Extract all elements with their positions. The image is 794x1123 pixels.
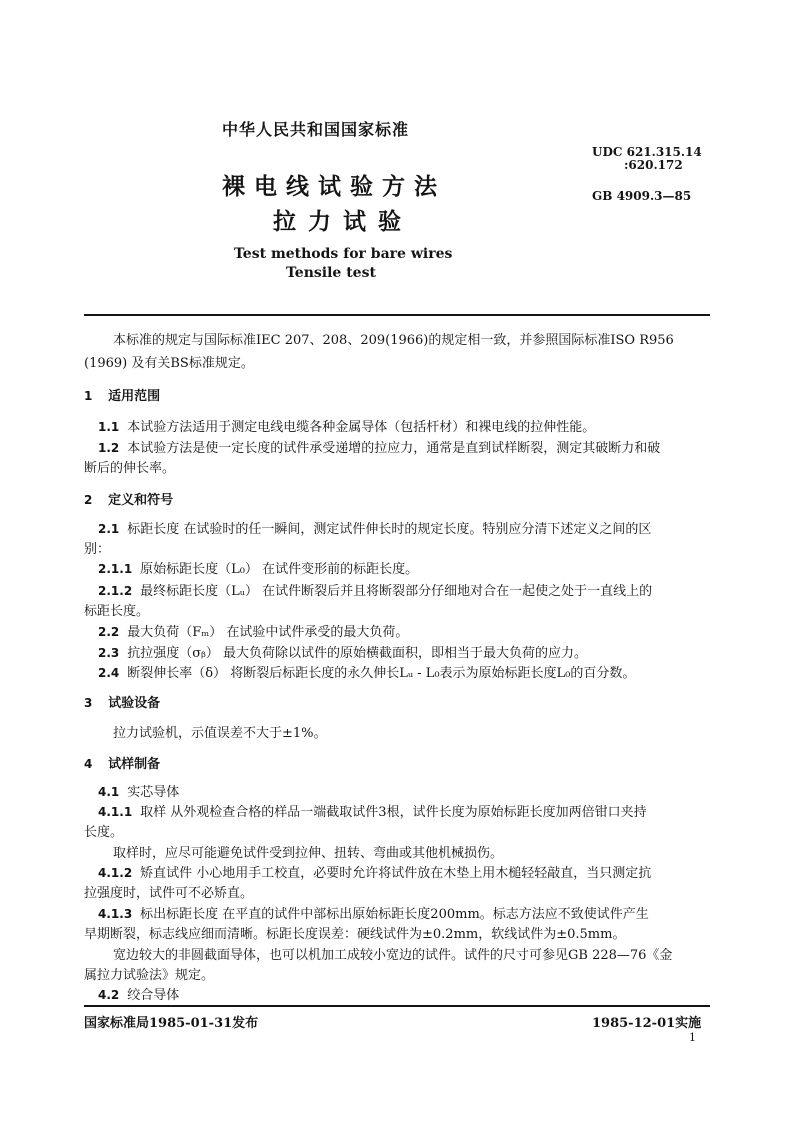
- clause-1-1: [98, 416, 595, 435]
- clause-4-1-1-continued: 长度。: [84, 825, 124, 840]
- clause-text: 最终标距长度（Lᵤ） 在试件断裂后并且将断裂部分仔细地对合在一起使之处于一直线上的: [140, 584, 653, 599]
- clause-2-1-2-continued: 标距长度。: [84, 604, 150, 619]
- clause-4-1-2-continued: 拉强度时，试件可不必矫直。: [84, 886, 254, 901]
- clause-number: 1.1: [98, 420, 120, 434]
- clause-4-1-3: [98, 903, 649, 922]
- clause-4-1: [98, 781, 179, 800]
- gb-standard-number: GB 4909.3—85: [592, 189, 692, 203]
- clause-number: 1.2: [98, 441, 120, 455]
- clause-2-1-1: [98, 558, 418, 577]
- document-title-en: Test methods for bare wires: [234, 246, 453, 262]
- udc-code-continued: :620.172: [624, 158, 683, 172]
- clause-2-4: [98, 662, 635, 681]
- section-4-heading: [84, 753, 160, 772]
- document-subtitle-cn: 拉力试验: [273, 208, 413, 235]
- document-subtitle-en: Tensile test: [286, 265, 376, 281]
- document-title-cn: 裸电线试验方法: [222, 173, 446, 200]
- clause-text: 本试验方法适用于测定电线电缆各种金属导体（包括杆材）和裸电线的拉伸性能。: [127, 420, 596, 435]
- clause-4-1-3-continued: 早期断裂，标志线应细而清晰。标距长度误差：硬线试件为±0.2mm，软线试件为±0.5mm。: [84, 927, 626, 942]
- section-2-heading: [84, 489, 173, 508]
- clause-number: 2.1.1: [98, 562, 133, 576]
- intro-line-2: (1969) 及有关BS标准规定。: [84, 356, 254, 371]
- section-number: 3: [84, 696, 93, 710]
- clause-text: 本试验方法是使一定长度的试件承受递增的拉应力，通常是直到试样断裂，测定其破断力和破: [127, 441, 661, 456]
- issue-date: 国家标准局1985-01-31发布: [84, 1016, 259, 1031]
- clause-text: 原始标距长度（L₀） 在试件变形前的标距长度。: [140, 562, 419, 577]
- section-number: 2: [84, 493, 93, 507]
- clause-text: 最大负荷（Fₘ） 在试验中试件承受的最大负荷。: [127, 625, 409, 640]
- clause-text: 标出标距长度 在平直的试件中部标出原始标距长度200mm。标志方法应不致使试件产生: [140, 907, 649, 922]
- udc-code: UDC 621.315.14: [592, 145, 702, 159]
- clause-text: 抗拉强度（σᵦ） 最大负荷除以试件的原始横截面积，即相当于最大负荷的应力。: [127, 646, 588, 661]
- page-number: 1: [689, 1031, 696, 1044]
- clause-2-3: [98, 642, 587, 661]
- clause-2-1-2: [98, 580, 652, 599]
- clause-4-1-1-note: 取样时，应尽可能避免试件受到拉伸、扭转、弯曲或其他机械损伤。: [113, 846, 504, 861]
- clause-number: 2.4: [98, 666, 120, 680]
- clause-1-2-continued: 断后的伸长率。: [84, 461, 176, 476]
- clause-4-1-3-note: 宽边较大的非圆截面导体，也可以机加工成较小宽边的试件。试件的尺寸可参见GB 228—76《金: [113, 948, 673, 963]
- clause-text: 标距长度 在试验时的任一瞬间，测定试件伸长时的规定长度。特别应分清下述定义之间的区: [127, 522, 652, 537]
- clause-number: 4.1.3: [98, 907, 133, 921]
- clause-4-1-3-note-continued: 属拉力试验法》规定。: [84, 968, 215, 983]
- clause-number: 2.1.2: [98, 584, 133, 598]
- clause-number: 2.1: [98, 522, 120, 536]
- footer-divider: [84, 1005, 710, 1007]
- clause-number: 4.1.1: [98, 805, 133, 819]
- clause-number: 2.2: [98, 625, 120, 639]
- clause-text: 矫直试件 小心地用手工校直，必要时允许将试件放在木垫上用木槌轻轻敲直，当只测定抗: [140, 866, 652, 881]
- clause-text: 断裂伸长率（δ） 将断裂后标距长度的永久伸长Lᵤ - L₀表示为原始标距长度L₀的百分数。: [127, 666, 636, 681]
- clause-2-2: [98, 621, 408, 640]
- section-1-heading: [84, 385, 160, 404]
- clause-4-1-1: [98, 801, 647, 820]
- intro-line-1: 本标准的规定与国际标准IEC 207、208、209(1966)的规定相一致，并参照国际标准ISO R956: [113, 333, 674, 348]
- section-3-text: 拉力试验机，示值误差不大于±1%。: [113, 726, 327, 741]
- section-title: 定义和符号: [108, 493, 174, 508]
- clause-4-2: [98, 984, 179, 1003]
- clause-number: 2.3: [98, 646, 120, 660]
- clause-number: 4.1: [98, 785, 120, 799]
- section-title: 试验设备: [108, 696, 161, 711]
- effective-date: 1985-12-01实施: [592, 1016, 702, 1031]
- clause-text: 取样 从外观检查合格的样品一端截取试件3根，试件长度为原始标距长度加两倍钳口夹持: [140, 805, 647, 820]
- section-3-heading: [84, 692, 160, 711]
- clause-2-1: [98, 518, 651, 537]
- clause-number: 4.1.2: [98, 866, 133, 880]
- clause-4-1-2: [98, 862, 651, 881]
- clause-number: 4.2: [98, 988, 120, 1002]
- standard-org-title: 中华人民共和国国家标准: [222, 120, 410, 139]
- clause-2-1-continued: 别：: [84, 542, 111, 557]
- clause-text: 绞合导体: [127, 988, 180, 1003]
- clause-1-2: [98, 437, 660, 456]
- section-title: 适用范围: [108, 389, 161, 404]
- section-number: 1: [84, 389, 93, 403]
- section-title: 试样制备: [108, 757, 161, 772]
- header-divider: [84, 314, 710, 316]
- section-number: 4: [84, 757, 93, 771]
- clause-text: 实芯导体: [127, 785, 180, 800]
